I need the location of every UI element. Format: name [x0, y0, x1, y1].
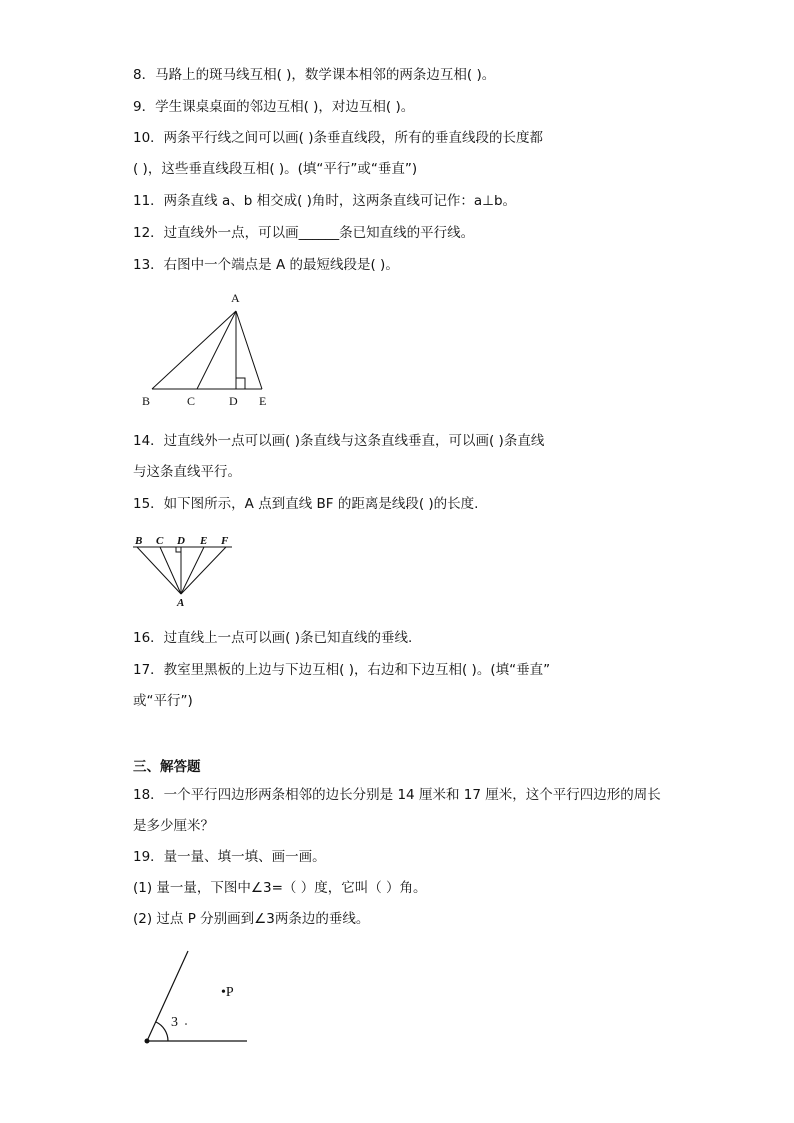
segment-AB	[152, 311, 236, 389]
label-E: E	[259, 394, 267, 408]
question-8: 8．马路上的斑马线互相( )，数学课本相邻的两条边互相( )。	[133, 67, 496, 83]
question-10-line2: ( )，这些垂直线段互相( )。(填“平行”或“垂直”)	[133, 161, 418, 177]
angle-label-3: 3	[171, 1015, 178, 1030]
angle-arc	[156, 1022, 168, 1041]
segment-AF	[181, 547, 226, 594]
question-13: 13．右图中一个端点是 A 的最短线段是( )。	[133, 257, 399, 273]
segment-AC	[197, 311, 236, 389]
question-17-line1: 17．教室里黑板的上边与下边互相( )，右边和下边互相( )。(填“垂直”	[133, 662, 551, 678]
label-C: C	[187, 394, 196, 408]
question-19: 19．量一量、填一填、画一画。	[133, 849, 326, 865]
segment-AB	[137, 547, 181, 594]
right-angle-mark	[236, 378, 245, 389]
question-18-line2: 是多少厘米？	[133, 818, 214, 834]
question-19-part1: (1) 量一量，下图中∠3=（ ）度，它叫（ ）角。	[133, 880, 427, 896]
segment-AC	[160, 547, 181, 594]
question-9: 9．学生课桌桌面的邻边互相( )，对边互相( )。	[133, 99, 415, 115]
question-15: 15．如下图所示，A 点到直线 BF 的距离是线段( )的长度.	[133, 496, 479, 512]
stray-dot	[185, 1023, 187, 1025]
question-11: 11．两条直线 a、b 相交成( )角时，这两条直线可记作：a⊥b。	[133, 193, 517, 209]
segment-AE	[236, 311, 262, 389]
right-angle-mark	[176, 547, 181, 552]
label-A: A	[177, 597, 185, 609]
segment-AE	[181, 547, 204, 594]
question-19-part2: (2) 过点 P 分别画到∠3两条边的垂线。	[133, 911, 370, 927]
question-14-line1: 14．过直线外一点可以画( )条直线与这条直线垂直，可以画( )条直线	[133, 433, 545, 449]
label-A: A	[231, 291, 240, 305]
label-B: B	[142, 394, 151, 408]
section-heading: 三、解答题	[133, 759, 201, 775]
label-D: D	[177, 535, 185, 547]
question-12: 12．过直线外一点，可以画______条已知直线的平行线。	[133, 225, 475, 241]
question-16: 16．过直线上一点可以画( )条已知直线的垂线.	[133, 630, 413, 646]
question-18-line1: 18．一个平行四边形两条相邻的边长分别是 14 厘米和 17 厘米，这个平行四边形的周长	[133, 787, 661, 803]
question-10-line1: 10．两条平行线之间可以画( )条垂直线段，所有的垂直线段的长度都	[133, 130, 544, 146]
question-17-line2: 或“平行”)	[133, 693, 193, 709]
label-D: D	[229, 394, 238, 408]
question-14-line2: 与这条直线平行。	[133, 464, 241, 480]
label-C: C	[156, 535, 164, 547]
label-B: B	[135, 535, 143, 547]
label-E: E	[200, 535, 208, 547]
angle-ray-slanted	[147, 951, 188, 1041]
label-F: F	[221, 535, 229, 547]
point-P-label: •P	[221, 985, 234, 1000]
vertex-dot	[145, 1039, 150, 1044]
